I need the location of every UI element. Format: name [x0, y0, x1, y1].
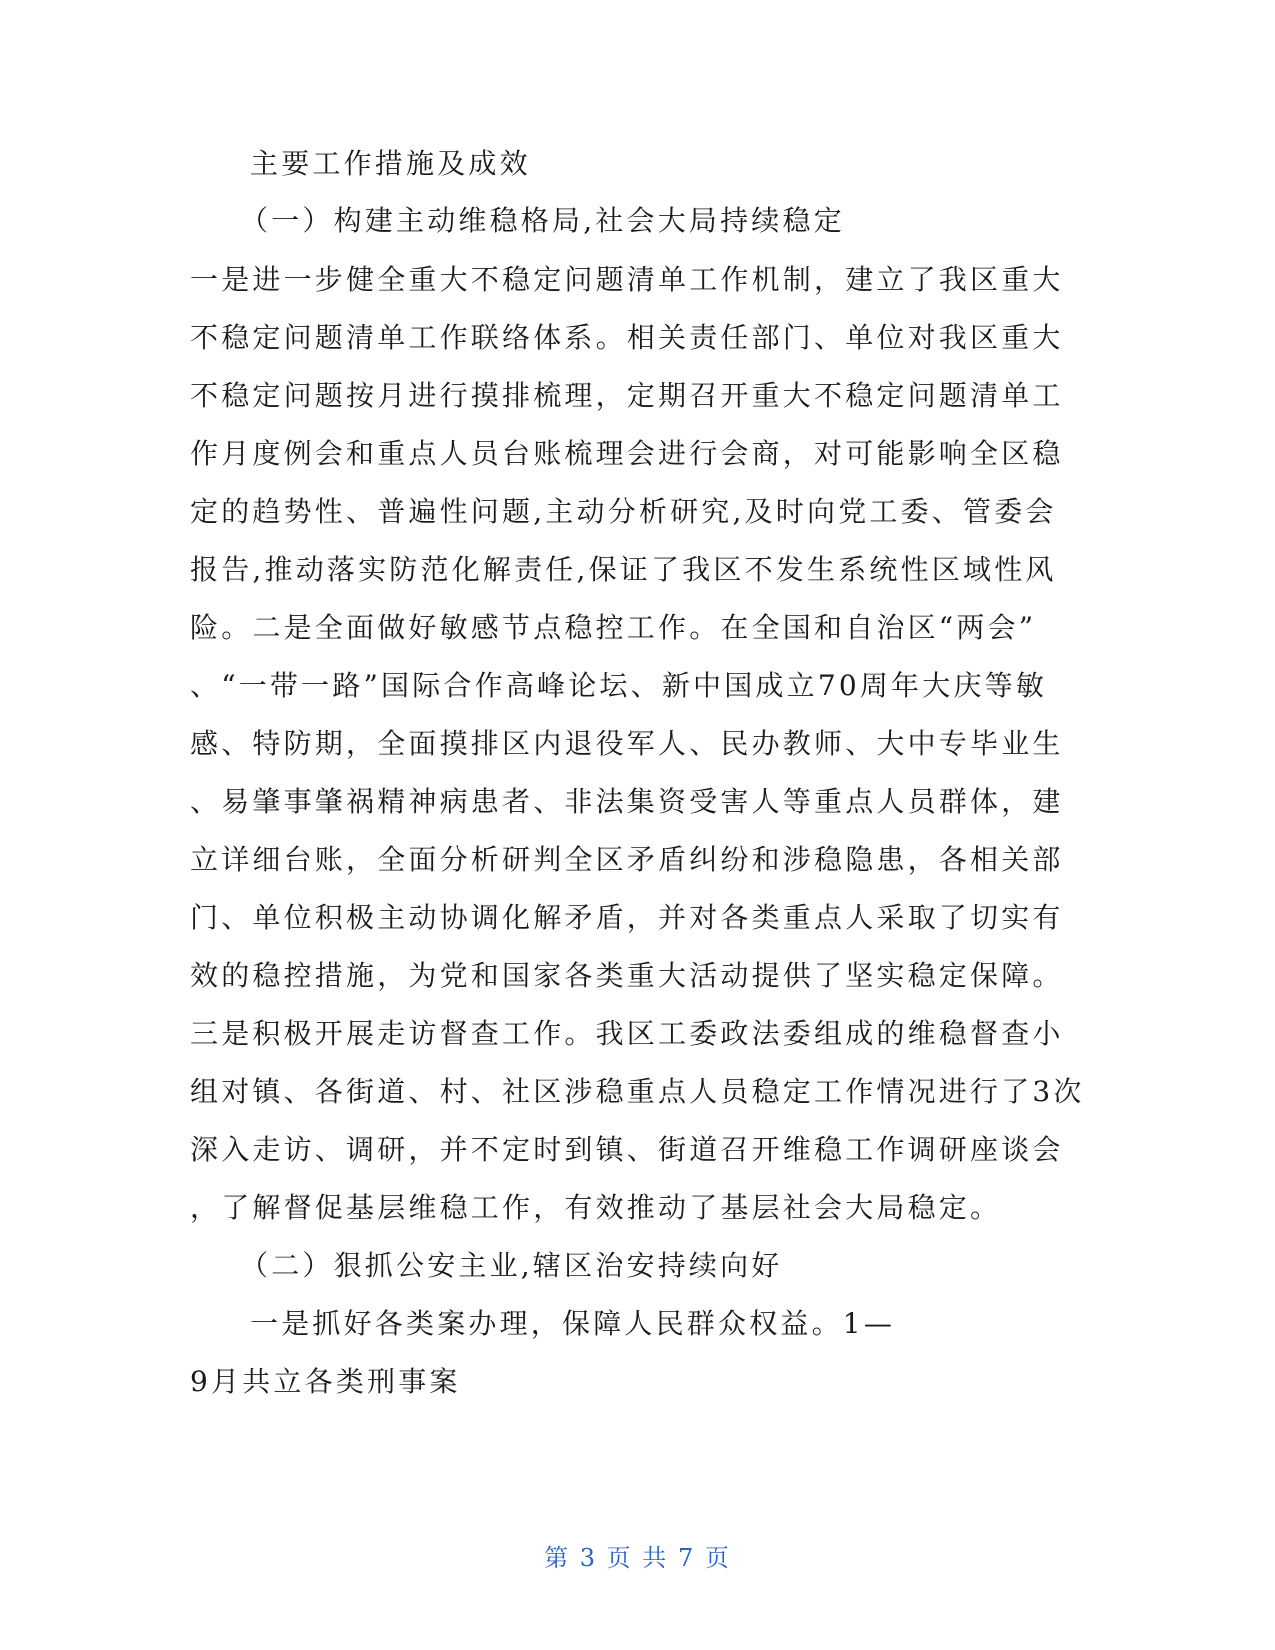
paragraph-line: 一是抓好各类案办理，保障人民群众权益。1—: [250, 1307, 896, 1340]
paragraph-line: 门、单位积极主动协调化解矛盾，并对各类重点人采取了切实有: [190, 901, 1064, 934]
section-heading: 主要工作措施及成效: [250, 147, 531, 180]
paragraph-line: 、“一带一路”国际合作高峰论坛、新中国成立70周年大庆等敏: [190, 669, 1048, 702]
paragraph-line: 组对镇、各街道、村、社区涉稳重点人员稳定工作情况进行了3次: [190, 1075, 1085, 1108]
paragraph-line: ，了解督促基层维稳工作，有效推动了基层社会大局稳定。: [190, 1191, 1002, 1224]
paragraph-line: 效的稳控措施，为党和国家各类重大活动提供了坚实稳定保障。: [190, 959, 1064, 992]
paragraph-line: 三是积极开展走访督查工作。我区工委政法委组成的维稳督查小: [190, 1017, 1064, 1050]
paragraph-line: 报告,推动落实防范化解责任,保证了我区不发生系统性区域性风: [190, 553, 1057, 586]
page-number-footer: 第 3 页 共 7 页: [544, 1544, 731, 1572]
paragraph-line: 感、特防期，全面摸排区内退役军人、民办教师、大中专毕业生: [190, 727, 1064, 760]
subsection-heading-1: （一）构建主动维稳格局,社会大局持续稳定: [240, 204, 845, 237]
paragraph-line: 定的趋势性、普遍性问题,主动分析研究,及时向党工委、管委会: [190, 495, 1057, 528]
paragraph-line: 深入走访、调研，并不定时到镇、街道召开维稳工作调研座谈会: [190, 1133, 1064, 1166]
paragraph-line: 险。二是全面做好敏感节点稳控工作。在全国和自治区“两会”: [190, 611, 1037, 644]
paragraph-line: 不稳定问题按月进行摸排梳理，定期召开重大不稳定问题清单工: [190, 379, 1064, 412]
paragraph-line: 作月度例会和重点人员台账梳理会进行会商，对可能影响全区稳: [190, 437, 1064, 470]
paragraph-line: 9月共立各类刑事案: [190, 1365, 461, 1398]
paragraph-line: 一是进一步健全重大不稳定问题清单工作机制，建立了我区重大: [190, 263, 1064, 296]
paragraph-line: 立详细台账，全面分析研判全区矛盾纠纷和涉稳隐患，各相关部: [190, 843, 1064, 876]
paragraph-line: 、易肇事肇祸精神病患者、非法集资受害人等重点人员群体，建: [190, 785, 1064, 818]
subsection-heading-2: （二）狠抓公安主业,辖区治安持续向好: [240, 1249, 783, 1282]
paragraph-line: 不稳定问题清单工作联络体系。相关责任部门、单位对我区重大: [190, 321, 1064, 354]
